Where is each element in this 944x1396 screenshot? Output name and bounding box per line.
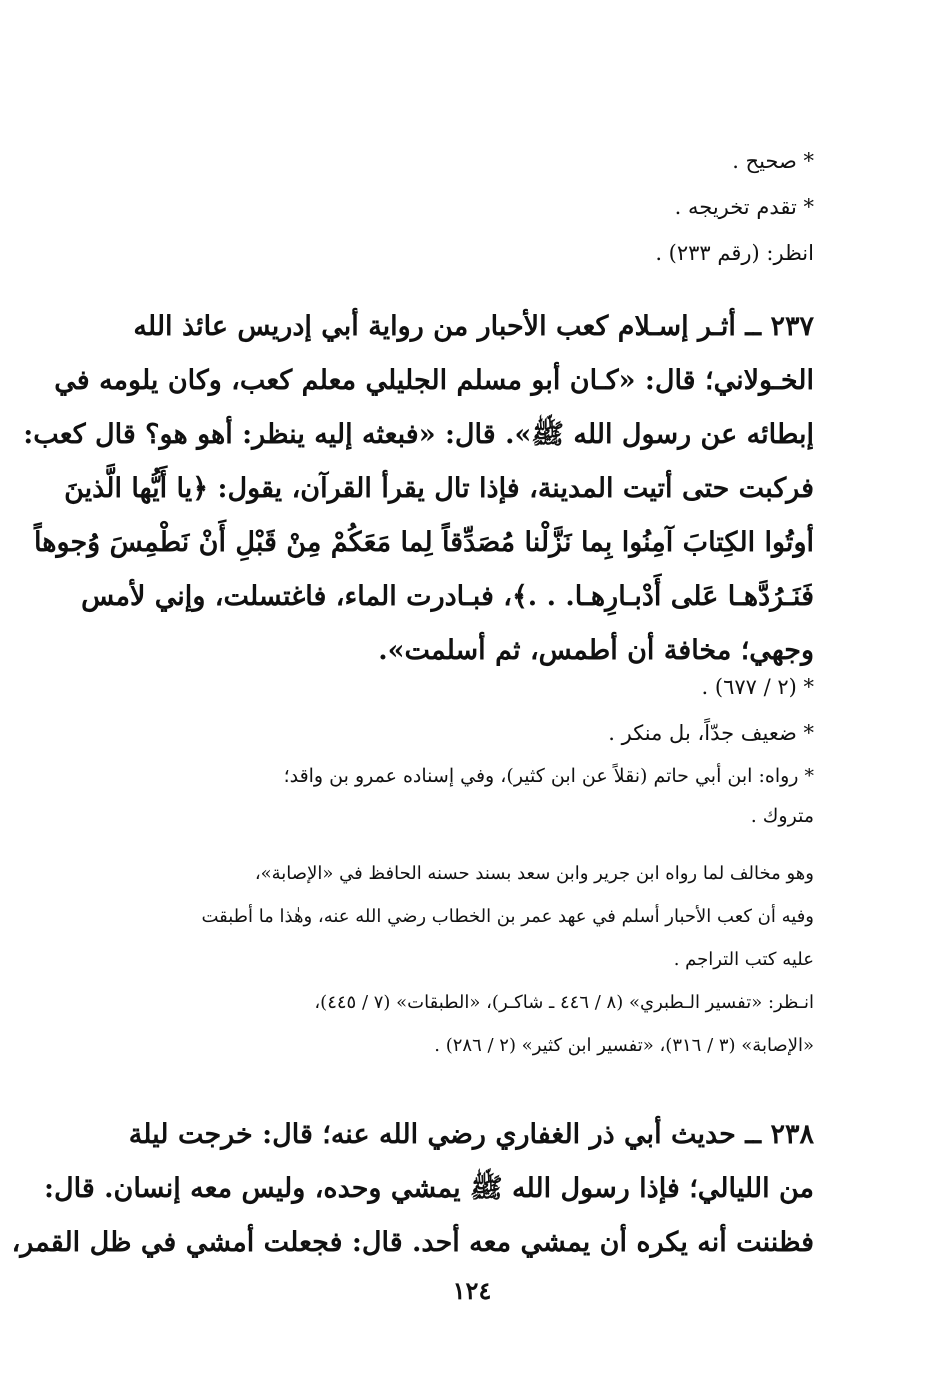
note-line: * (٢ / ٦٧٧) . bbox=[701, 675, 814, 699]
footnote-line: «الإصابة» (٣ / ٣١٦)، «تفسير ابن كثير» (٢ / ٢٨٦) . bbox=[434, 1035, 814, 1056]
footnote bbox=[128, 852, 814, 1067]
hadith-line: وجهي؛ مخافة أن أطمس، ثم أسلمت». bbox=[378, 635, 814, 666]
note-line: * ضعيف جدّاً، بل منكر . bbox=[608, 721, 814, 745]
hadith-line: فظننت أنه يكره أن يمشي معه أحد. قال: فجعلت أمشي في ظل القمر، bbox=[11, 1227, 814, 1258]
hadith-line: الخـولاني؛ قال: «كـان أبو مسلم الجليلي معلم كعب، وكان يلومه في bbox=[54, 365, 814, 396]
footnote-line: وفيه أن كعب الأحبار أسلم في عهد عمر بن الخطاب رضي الله عنه، وهٰذا ما أطبقت bbox=[201, 906, 814, 927]
page-number: ١٢٤ bbox=[452, 1276, 492, 1305]
hadith-line: ٢٣٨ ــ حديث أبي ذر الغفاري رضي الله عنه؛ قال: خرجت ليلة bbox=[128, 1119, 814, 1150]
footnote-line: عليه كتب التراجم . bbox=[673, 949, 814, 970]
hadith-line: فركبت حتى أتيت المدينة، فإذا تال يقرأ القرآن، يقول: ﴿يا أَيُّها الَّذينَ bbox=[64, 473, 814, 504]
footnote-line: انـظر: «تفسير الـطبري» (٨ / ٤٤٦ ـ شاكـر)، «الطبقات» (٧ / ٤٤٥)، bbox=[314, 992, 814, 1013]
hadith-line: فَنَـرُدَّهـا عَلى أَدْبـارِهـا. . .﴾، فبـادرت الماء، فاغتسلت، وإني لأمس bbox=[81, 581, 814, 612]
note-line: * رواه: ابن أبي حاتم (نقلاً عن ابن كثير)، وفي إسناده عمرو بن واقد؛ bbox=[283, 765, 814, 787]
hadith-line: ٢٣٧ ــ أثـر إسـلام كعب الأحبار من رواية أبي إدريس عائذ الله bbox=[133, 311, 814, 342]
footnote-line: وهو مخالف لما رواه ابن جرير وابن سعد بسند حسنه الحافظ في «الإصابة»، bbox=[254, 863, 814, 884]
hadith-line: إبطائه عن رسول الله ﷺ». قال: «فبعثه إليه ينظر: أهو هو؟ قال كعب: bbox=[23, 419, 814, 450]
hadith-line: أوتُوا الكِتابَ آمِنُوا بِما نَزَّلْنا مُصَدِّقاً لِما مَعَكُمْ مِنْ قَبْلِ أَنْ نَطْمِسَ وُجوهاً bbox=[34, 527, 814, 558]
hadith-237 bbox=[23, 300, 814, 678]
hadith-line: من الليالي؛ فإذا رسول الله ﷺ يمشي وحده، وليس معه إنسان. قال: bbox=[44, 1173, 814, 1204]
note-line: متروك . bbox=[750, 805, 814, 827]
note-line: انظر: (رقم ٢٣٣) . bbox=[655, 241, 814, 265]
grading-notes-236 bbox=[128, 138, 814, 276]
grading-notes-237 bbox=[128, 664, 814, 836]
hadith-238 bbox=[11, 1108, 814, 1270]
note-line: * تقدم تخريجه . bbox=[674, 195, 814, 219]
note-line: * صحيح . bbox=[732, 149, 814, 173]
